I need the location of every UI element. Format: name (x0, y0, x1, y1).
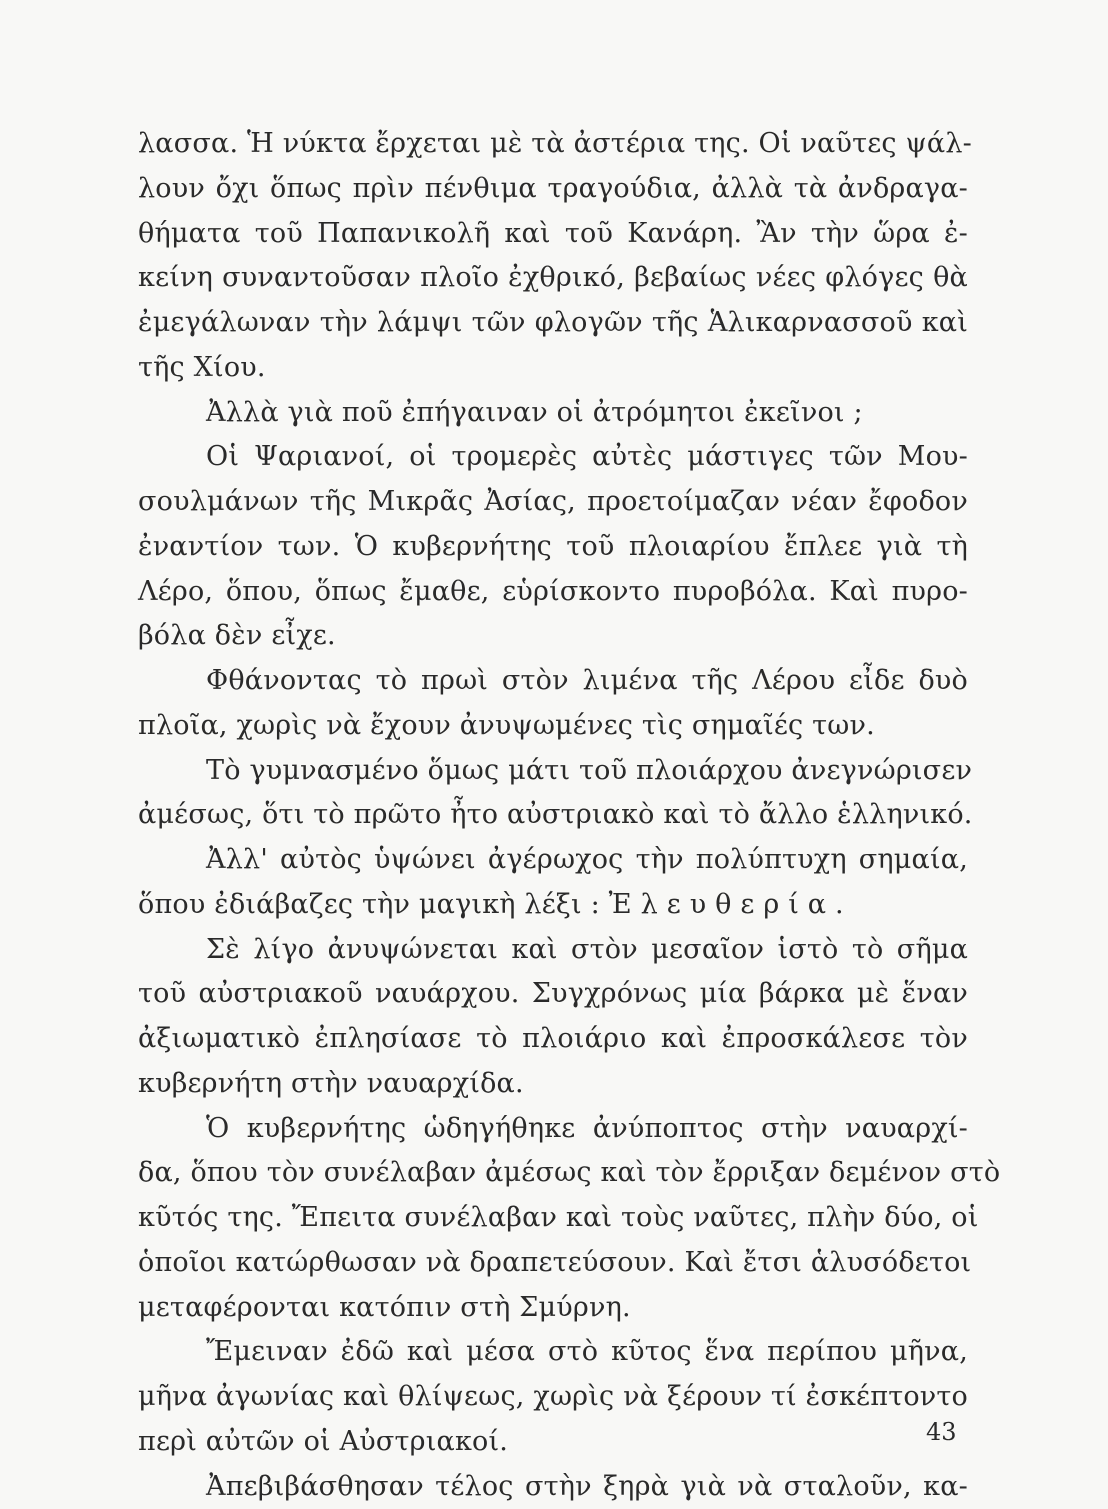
body-text (138, 122, 968, 1509)
text-line: κῦτός της. Ἔπειτα συνέλαβαν καὶ τοὺς ναῦτες, πλὴν δύο, οἱ (138, 1196, 968, 1241)
text-line: περὶ αὐτῶν οἱ Αὐστριακοί. (138, 1420, 968, 1465)
text-line: δα, ὅπου τὸν συνέλαβαν ἀμέσως καὶ τὸν ἔρριξαν δεμένον στὸ (138, 1151, 968, 1196)
text-line: βόλα δὲν εἶχε. (138, 614, 968, 659)
text-line: πλοῖα, χωρὶς νὰ ἔχουν ἀνυψωμένες τὶς σημαῖές των. (138, 704, 968, 749)
text-line: θήματα τοῦ Παπανικολῆ καὶ τοῦ Κανάρη. Ἂν τὴν ὥρα ἐ- (138, 212, 968, 257)
text-line: Οἱ Ψαριανοί, οἱ τρομερὲς αὐτὲς μάστιγες τῶν Μου- (138, 435, 968, 480)
text-line: ὁποῖοι κατώρθωσαν νὰ δραπετεύσουν. Καὶ ἔτσι ἁλυσόδετοι (138, 1241, 968, 1286)
text-line: σουλμάνων τῆς Μικρᾶς Ἀσίας, προετοίμαζαν νέαν ἔφοδον (138, 480, 968, 525)
page-number: 43 (926, 1418, 957, 1446)
text-line: ἐμεγάλωναν τὴν λάμψι τῶν φλογῶν τῆς Ἁλικαρνασσοῦ καὶ (138, 301, 968, 346)
text-line: ὅπου ἐδιάβαζες τὴν μαγικὴ λέξι : Ἐ λ ε υ θ ε ρ ί α . (138, 883, 968, 928)
text-line: ἐναντίον των. Ὁ κυβερνήτης τοῦ πλοιαρίου ἔπλεε γιὰ τὴ (138, 525, 968, 570)
text-line: Ἀλλ' αὐτὸς ὑψώνει ἀγέρωχος τὴν πολύπτυχη σημαία, (138, 838, 968, 883)
text-line: λασσα. Ἡ νύκτα ἔρχεται μὲ τὰ ἀστέρια της. Οἱ ναῦτες ψάλ- (138, 122, 968, 167)
text-line: ἀμέσως, ὅτι τὸ πρῶτο ἦτο αὐστριακὸ καὶ τὸ ἄλλο ἑλληνικό. (138, 793, 968, 838)
text-line: μῆνα ἀγωνίας καὶ θλίψεως, χωρὶς νὰ ξέρουν τί ἐσκέπτοντο (138, 1375, 968, 1420)
text-line: κυβερνήτη στὴν ναυαρχίδα. (138, 1062, 968, 1107)
text-line: μεταφέρονται κατόπιν στὴ Σμύρνη. (138, 1286, 968, 1331)
text-line: τοῦ αὐστριακοῦ ναυάρχου. Συγχρόνως μία βάρκα μὲ ἕναν (138, 972, 968, 1017)
text-line: Ἔμειναν ἐδῶ καὶ μέσα στὸ κῦτος ἕνα περίπου μῆνα, (138, 1330, 968, 1375)
text-line: Ἀλλὰ γιὰ ποῦ ἐπήγαιναν οἱ ἀτρόμητοι ἐκεῖνοι ; (138, 391, 968, 436)
text-line: Σὲ λίγο ἀνυψώνεται καὶ στὸν μεσαῖον ἱστὸ τὸ σῆμα (138, 928, 968, 973)
text-line: Τὸ γυμνασμένο ὅμως μάτι τοῦ πλοιάρχου ἀνεγνώρισεν (138, 749, 968, 794)
text-line: κείνη συναντοῦσαν πλοῖο ἐχθρικό, βεβαίως νέες φλόγες θὰ (138, 256, 968, 301)
text-line: λουν ὄχι ὅπως πρὶν πένθιμα τραγούδια, ἀλλὰ τὰ ἀνδραγα- (138, 167, 968, 212)
text-line: Ὁ κυβερνήτης ὡδηγήθηκε ἀνύποπτος στὴν ναυαρχί- (138, 1107, 968, 1152)
text-line: Λέρο, ὅπου, ὅπως ἔμαθε, εὑρίσκοντο πυροβόλα. Καὶ πυρο- (138, 570, 968, 615)
text-line: Ἀπεβιβάσθησαν τέλος στὴν ξηρὰ γιὰ νὰ σταλοῦν, κα- (138, 1465, 968, 1509)
text-line: τῆς Χίου. (138, 346, 968, 391)
text-line: ἀξιωματικὸ ἐπλησίασε τὸ πλοιάριο καὶ ἐπροσκάλεσε τὸν (138, 1017, 968, 1062)
text-line: Φθάνοντας τὸ πρωὶ στὸν λιμένα τῆς Λέρου εἶδε δυὸ (138, 659, 968, 704)
